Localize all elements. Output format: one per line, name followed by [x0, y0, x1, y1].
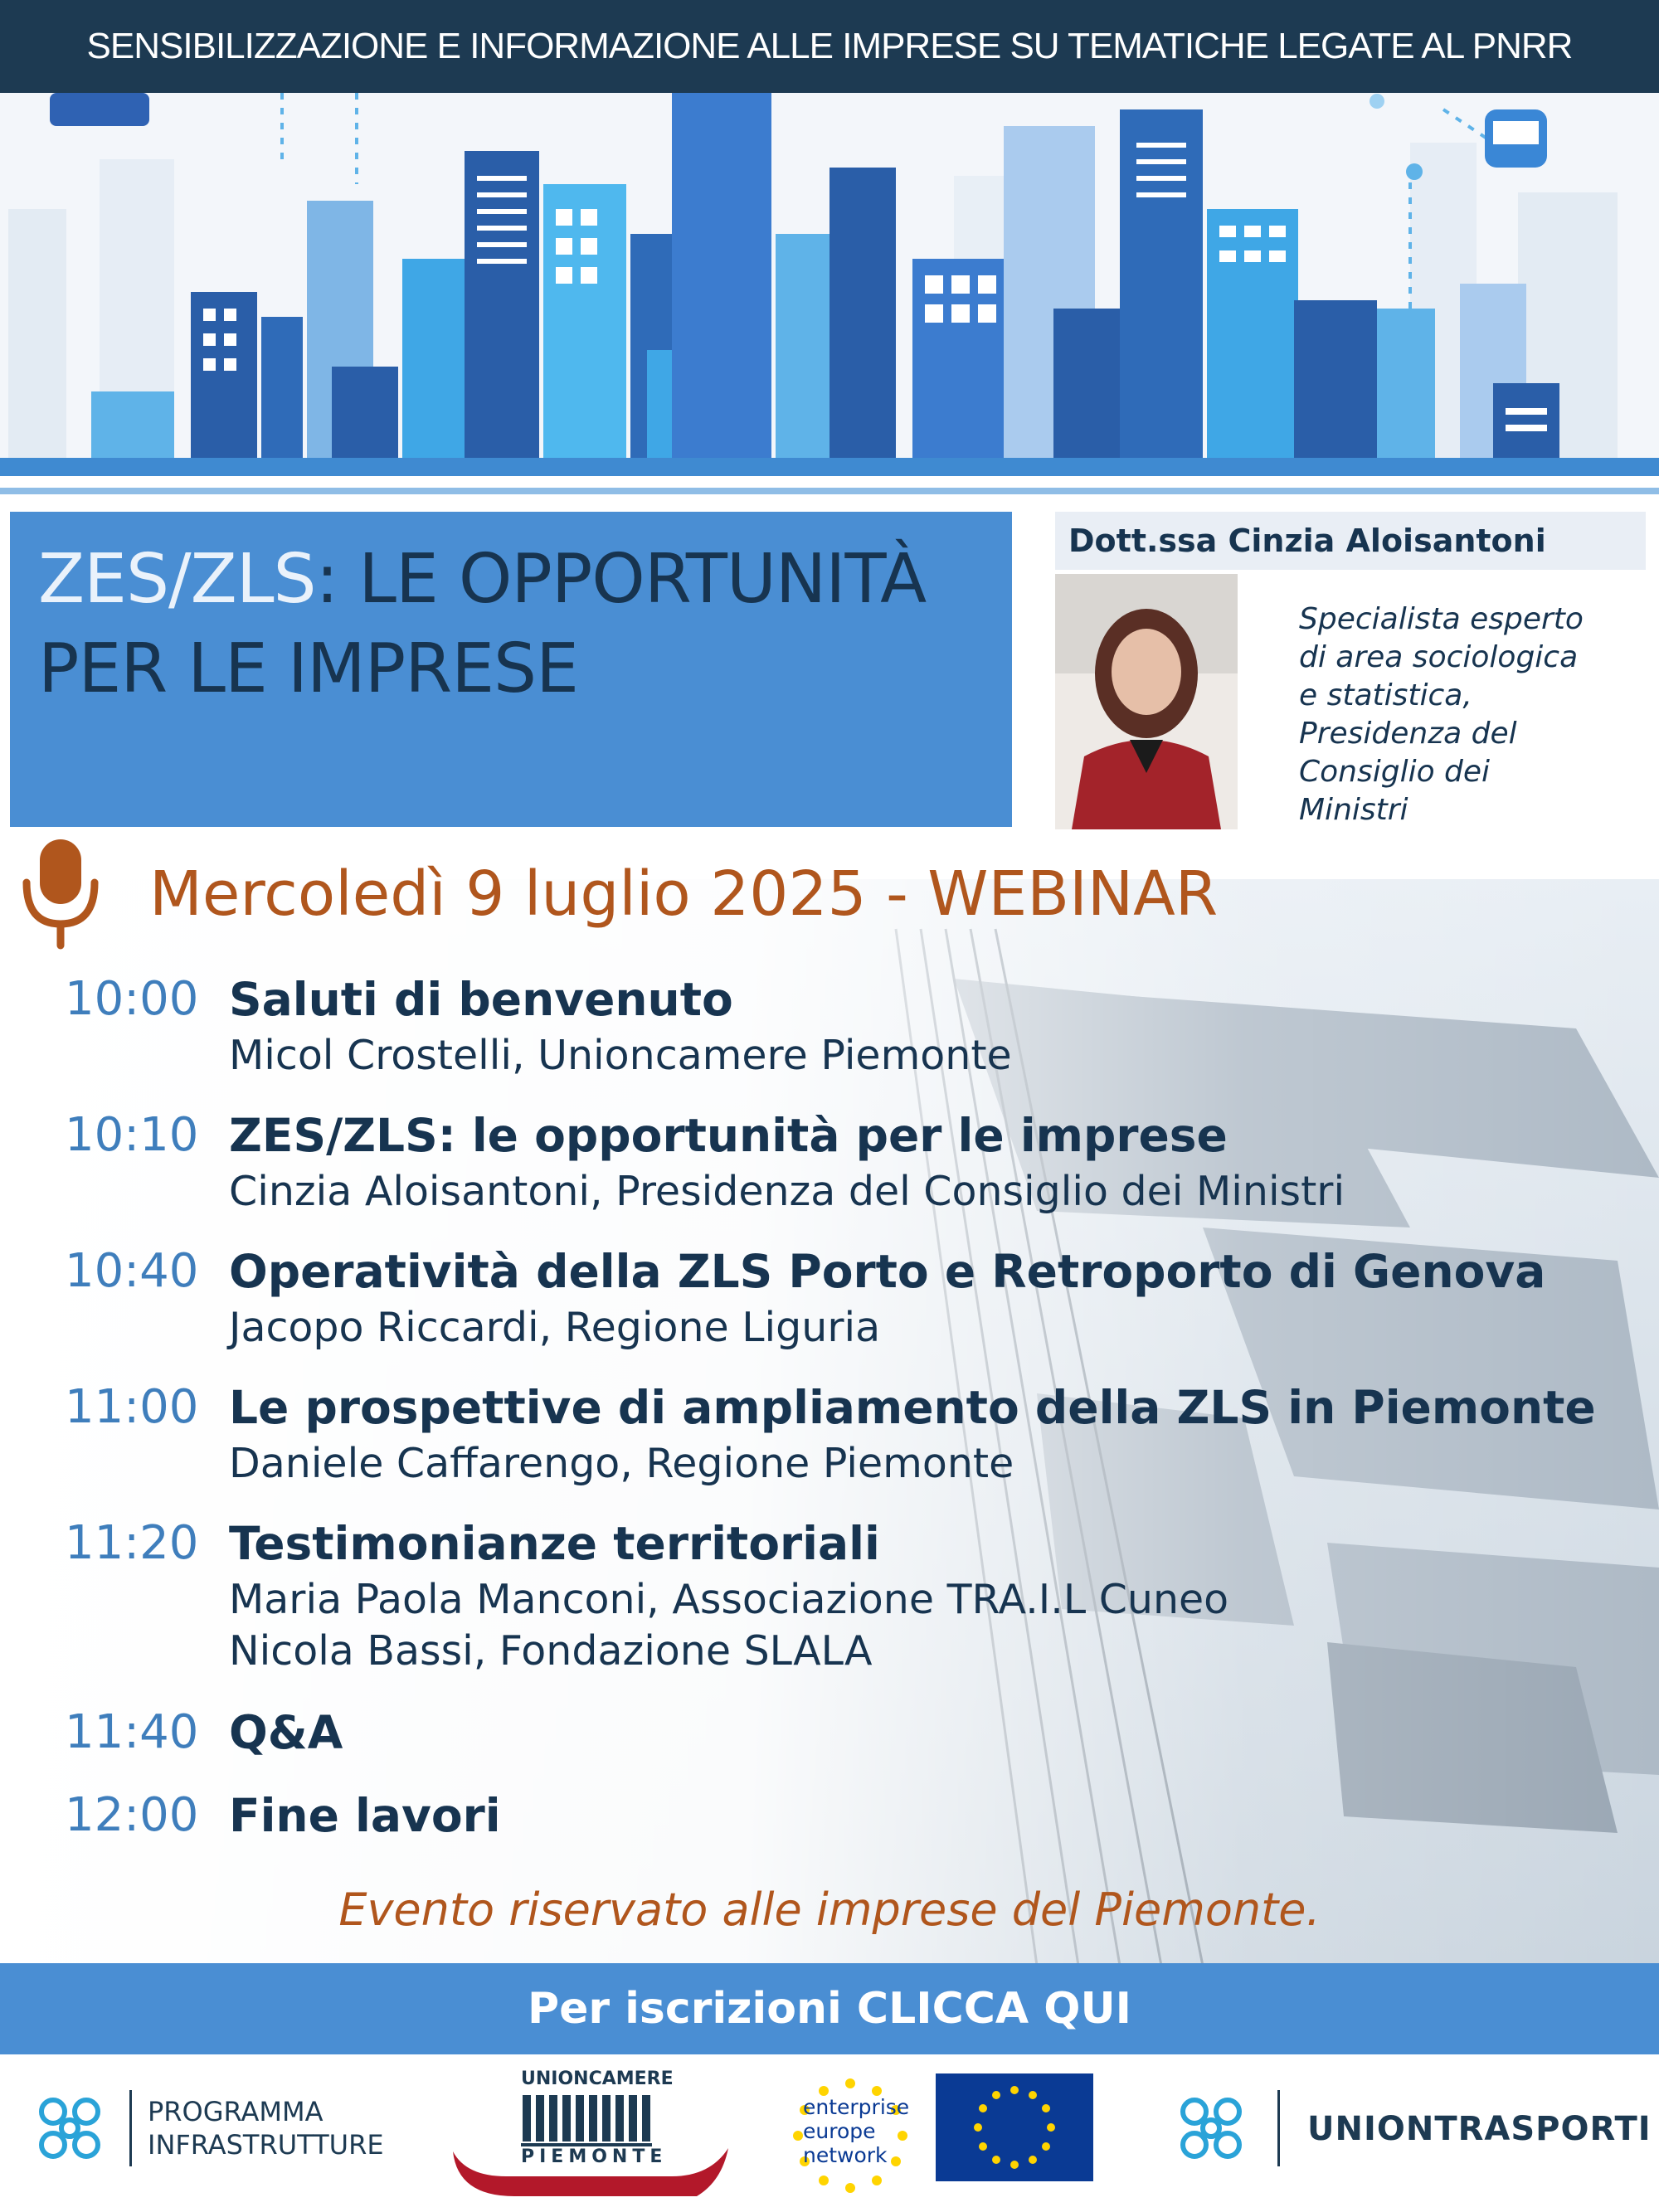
logo3-line1: enterprise: [803, 2095, 910, 2119]
agenda-time: 11:40: [65, 1705, 199, 1759]
agenda-time: 10:00: [65, 972, 199, 1026]
agenda-time: 10:40: [65, 1244, 199, 1298]
speaker-role: [1299, 600, 1647, 829]
agenda-title: Le prospettive di ampliamento della ZLS in Piemonte: [229, 1381, 1596, 1434]
uniontrasporti-logo-icon: [1170, 2087, 1253, 2170]
unioncamere-logo-bottom: PIEMONTE: [521, 2146, 668, 2167]
title-highlight: ZES/ZLS: [38, 540, 316, 619]
skyline-illustration: [0, 93, 1659, 458]
agenda-time: 11:00: [65, 1380, 199, 1434]
unioncamere-logo-top: UNIONCAMERE: [521, 2069, 674, 2089]
agenda-speaker: Jacopo Riccardi, Regione Liguria: [229, 1304, 881, 1351]
agenda-time: 10:10: [65, 1108, 199, 1162]
speaker-photo: [1055, 574, 1238, 829]
agenda-speaker: Micol Crostelli, Unioncamere Piemonte: [229, 1032, 1012, 1079]
programma-infrastrutture-logo-text: [148, 2095, 384, 2161]
event-title: [38, 535, 984, 714]
speaker-name: [1055, 512, 1646, 570]
speaker-role-line: e statistica,: [1299, 678, 1472, 712]
agenda-speaker: Maria Paola Manconi, Associazione TRA.I.L Cuneo: [229, 1576, 1229, 1623]
logo-divider: [129, 2090, 132, 2166]
speaker-name-text: Dott.ssa Cinzia Aloisantoni: [1068, 523, 1546, 559]
microphone-icon: [15, 834, 106, 950]
footer-logos: [0, 2057, 1659, 2212]
logo1-line1: PROGRAMMA: [148, 2096, 324, 2127]
agenda-title: ZES/ZLS: le opportunità per le imprese: [229, 1109, 1228, 1162]
registration-link[interactable]: [0, 1963, 1659, 2054]
agenda-speaker: Nicola Bassi, Fondazione SLALA: [229, 1627, 873, 1675]
skyline-gap: [0, 476, 1659, 488]
programma-infrastrutture-logo-icon: [28, 2087, 111, 2170]
agenda-title: Q&A: [229, 1706, 343, 1759]
agenda-title: Testimonianze territoriali: [229, 1517, 880, 1570]
agenda-title: Fine lavori: [229, 1789, 501, 1842]
registration-link-label: Per iscrizioni CLICCA QUI: [527, 1984, 1132, 2034]
logo-divider: [1277, 2090, 1280, 2166]
speaker-role-line: Presidenza del: [1299, 717, 1517, 751]
eu-flag-icon: [936, 2073, 1093, 2181]
banner-text: SENSIBILIZZAZIONE E INFORMAZIONE ALLE IMPRESE SU TEMATICHE LEGATE AL PNRR: [86, 26, 1573, 66]
event-note: Evento riservato alle imprese del Piemonte.: [338, 1884, 1321, 1936]
skyline-stripe-light: [0, 488, 1659, 494]
speaker-role-line: Ministri: [1299, 793, 1408, 827]
speaker-role-line: Consiglio dei: [1299, 755, 1491, 789]
event-date: Mercoledì 9 luglio 2025 - WEBINAR: [149, 858, 1219, 930]
agenda-title: Operatività della ZLS Porto e Retroporto di Genova: [229, 1245, 1546, 1298]
agenda-time: 12:00: [65, 1788, 199, 1842]
speaker-role-line: Specialista esperto: [1299, 602, 1584, 636]
city-skyline-graphic: [0, 93, 1659, 458]
logo1-line2: INFRASTRUTTURE: [148, 2129, 384, 2161]
agenda-speaker: Cinzia Aloisantoni, Presidenza del Consiglio dei Ministri: [229, 1168, 1345, 1215]
skyline-stripe: [0, 458, 1659, 476]
title-rest: : LE OPPORTUNITÀ PER LE IMPRESE: [38, 540, 927, 708]
uniontrasporti-logo-text: UNIONTRASPORTI: [1307, 2110, 1652, 2148]
agenda-time: 11:20: [65, 1516, 199, 1570]
enterprise-europe-network-text: [803, 2095, 909, 2167]
agenda-speaker: Daniele Caffarengo, Regione Piemonte: [229, 1440, 1014, 1487]
logo3-line2: europe: [803, 2119, 876, 2143]
speaker-role-line: di area sociologica: [1299, 640, 1579, 674]
agenda-title: Saluti di benvenuto: [229, 973, 733, 1026]
logo3-line3: network: [803, 2143, 888, 2167]
event-title-box: [10, 512, 1012, 827]
top-banner: [0, 0, 1659, 93]
